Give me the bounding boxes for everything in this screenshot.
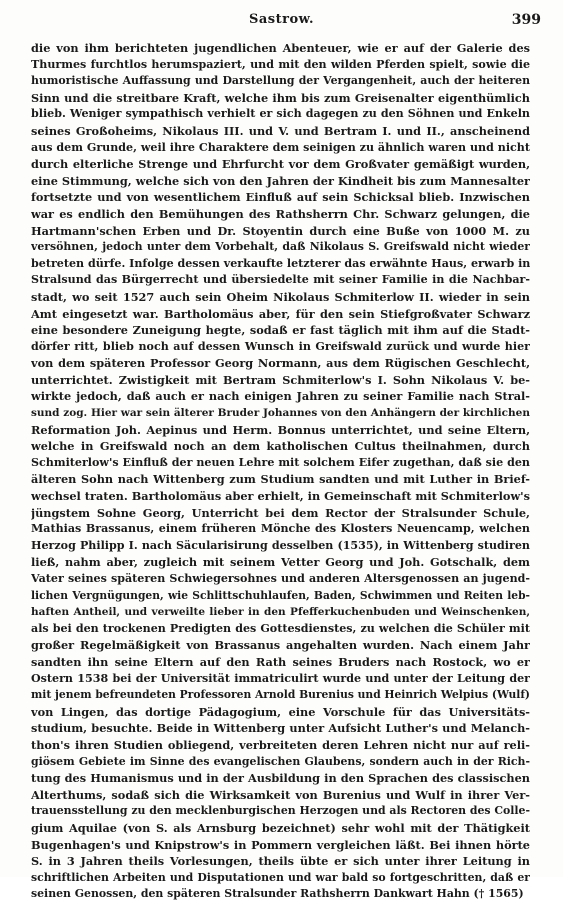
text-line: jüngstem Sohne Georg, Unterricht bei dem Rector der Stralsunder Schule, [31, 505, 530, 520]
text-line: Alterthums, sodaß sich die Wirksamkeit von Burenius und Wulf in ihrer Ver- [31, 787, 530, 802]
text-line: von dem späteren Professor Georg Normann, aus dem Rügischen Geschlecht, [31, 356, 530, 371]
text-line: welche in Greifswald noch an dem katholischen Cultus theilnahmen, durch [31, 439, 530, 454]
text-line: tung des Humanismus und in der Ausbildung in den Sprachen des classischen [31, 771, 530, 786]
text-line: Sinn und die streitbare Kraft, welche ihm bis zum Greisenalter eigenthümlich [31, 90, 530, 105]
text-line: trauensstellung zu den mecklenburgischen Herzogen und als Rectoren des Colle- [31, 804, 530, 818]
text-line: Herzog Philipp I. nach Säcularisirung desselben (1535), in Wittenberg studiren [31, 538, 530, 552]
text-line: betreten dürfe. Infolge dessen verkaufte letzterer das erwähnte Haus, erwarb in [31, 256, 530, 270]
text-line: studium, besuchte. Beide in Wittenberg unter Aufsicht Luther's und Melanch- [31, 721, 530, 736]
text-line: von Lingen, das dortige Pädagogium, eine Vorschule für das Universitäts- [31, 704, 530, 719]
text-line: seines Großoheims, Nikolaus III. und V. und Bertram I. und II., anscheinend [31, 123, 530, 138]
running-head: Sastrow. [248, 12, 315, 27]
text-line: war es endlich den Bemühungen des Rathsherrn Chr. Schwarz gelungen, die [31, 206, 530, 221]
text-line: haften Antheil, und verweilte lieber in den Pfefferkuchenbuden und Weinschenken, [31, 606, 530, 619]
text-line: Reformation Joh. Aepinus und Herm. Bonnus unterrichtet, und seine Eltern, [31, 422, 530, 437]
text-line: sund zog. Hier war sein älterer Bruder Johannes von den Anhängern der kirchlichen [31, 407, 530, 420]
text-line: die von ihm berichteten jugendlichen Abenteuer, wie er auf der Galerie des [31, 41, 530, 55]
text-line: stadt, wo seit 1527 auch sein Oheim Nikolaus Schmiterlow II. wieder in sein [31, 289, 530, 304]
text-line: mit jenem befreundeten Professoren Arnold Burenius und Heinrich Welpius (Wulf) [31, 688, 530, 702]
text-line: durch elterliche Strenge und Ehrfurcht vor dem Großvater gemäßigt wurden, [31, 157, 530, 172]
text-line: sandten ihn seine Eltern auf den Rath seines Bruders nach Rostock, wo er [31, 654, 530, 669]
text-line: Amt eingesetzt war. Bartholomäus aber, für den sein Stiefgroßvater Schwarz [31, 306, 530, 321]
text-line: eine besondere Zuneigung hegte, sodaß er fast täglich mit ihm auf die Stadt- [31, 323, 530, 338]
text-line: eine Stimmung, welche sich von den Jahren der Kindheit bis zum Mannesalter [31, 173, 530, 188]
body-text [31, 40, 530, 903]
text-line: dörfer ritt, blieb noch auf dessen Wunsch in Greifswald zurück und wurde hier [31, 339, 530, 353]
text-line: wechsel traten. Bartholomäus aber erhielt, in Gemeinschaft mit Schmiterlow's [31, 489, 530, 504]
text-line: Mathias Brassanus, einem früheren Mönche des Klosters Neuencamp, welchen [31, 522, 530, 536]
text-line: als bei den trockenen Predigten des Gottesdienstes, zu welchen die Schüler mit [31, 621, 530, 635]
text-line: seinen Genossen, den späteren Stralsunder Rathsherrn Dankwart Hahn († 1565) [31, 887, 524, 901]
text-line: lichen Vergnügungen, wie Schlittschuhlaufen, Baden, Schwimmen und Reiten leb- [31, 588, 530, 602]
text-line: wirkte jedoch, daß auch er nach einigen Jahren zu seiner Familie nach Stral- [31, 389, 530, 404]
text-line: unterrichtet. Zwistigkeit mit Bertram Schmiterlow's I. Sohn Nikolaus V. be- [31, 372, 530, 387]
text-line: blieb. Weniger sympathisch verhielt er sich dagegen zu den Söhnen und Enkeln [31, 107, 530, 121]
text-line: Bugenhagen's und Knipstrow's in Pommern vergleichen läßt. Bei ihnen hörte [31, 837, 530, 852]
text-line: thon's ihren Studien obliegend, verbreiteten deren Lehren nicht nur auf reli- [31, 737, 530, 752]
text-line: älteren Sohn nach Wittenberg zum Studium sandten und mit Luther in Brief- [31, 472, 530, 487]
page-number: 399 [511, 12, 541, 28]
text-line: gium Aquilae (von S. als Arnsburg bezeichnet) sehr wohl mit der Thätigkeit [31, 820, 530, 835]
text-line: humoristische Auffassung und Darstellung der Vergangenheit, auch der heiteren [31, 74, 530, 88]
text-line: fortsetzte und von wesentlichem Einfluß auf sein Schicksal blieb. Inzwischen [31, 190, 530, 205]
text-line: Thurmes furchtlos herumspaziert, und mit den wilden Pferden spielt, sowie die [31, 57, 530, 71]
text-line: Schmiterlow's Einfluß der neuen Lehre mit solchem Eifer zugethan, daß sie den [31, 455, 530, 469]
text-line: Vater seines späteren Schwiegersohnes und anderen Altersgenossen an jugend- [31, 572, 530, 585]
text-line: aus dem Grunde, weil ihre Charaktere dem seinigen zu ähnlich waren und nicht [31, 140, 530, 154]
text-line: großer Regelmäßigkeit von Brassanus angehalten wurden. Nach einem Jahr [31, 638, 530, 653]
text-line: versöhnen, jedoch unter dem Vorbehalt, daß Nikolaus S. Greifswald nicht wieder [31, 240, 530, 254]
page-header [0, 12, 563, 32]
text-line: Hartmann'schen Erben und Dr. Stoyentin durch eine Buße von 1000 M. zu [31, 223, 530, 238]
text-line: Ostern 1538 bei der Universität immatriculirt wurde und unter der Leitung der [31, 671, 530, 685]
text-line: giösem Gebiete im Sinne des evangelischen Glaubens, sondern auch in der Rich- [31, 754, 530, 768]
text-line: Stralsund das Bürgerrecht und übersiedelte mit seiner Familie in die Nachbar- [31, 273, 530, 287]
text-line: ließ, nahm aber, zugleich mit seinem Vetter Georg und Joh. Gotschalk, dem [31, 555, 530, 570]
text-line: schriftlichen Arbeiten und Disputationen und war bald so fortgeschritten, daß er [31, 870, 530, 884]
text-line: S. in 3 Jahren theils Vorlesungen, theils übte er sich unter ihrer Leitung in [31, 854, 530, 869]
